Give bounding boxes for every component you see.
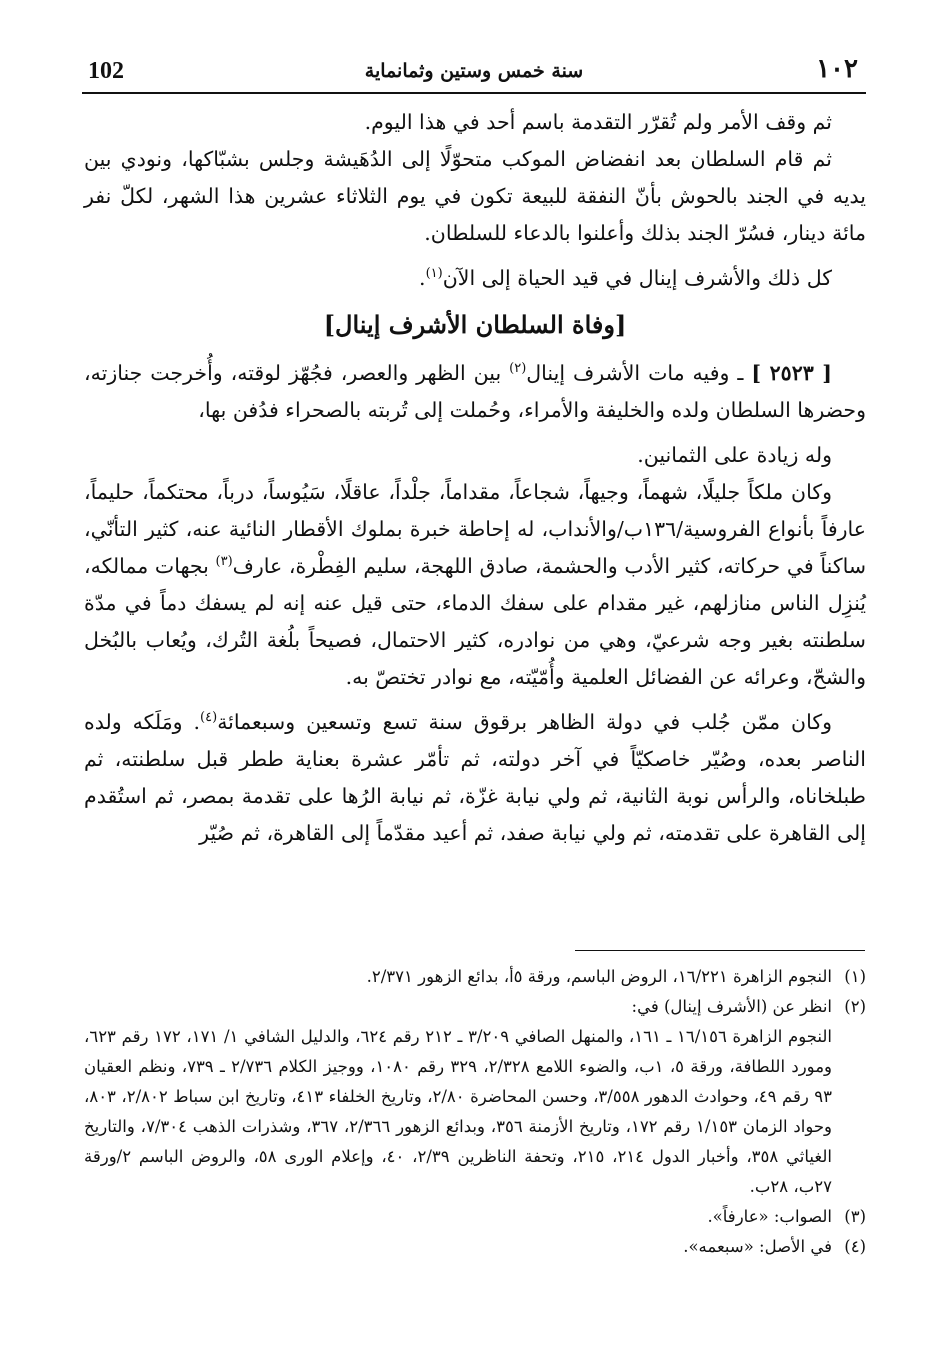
footnotes (84, 962, 866, 1262)
footnote-1 (84, 962, 866, 992)
paragraph-7-text-a: وكان ممّن جُلب في دولة الظاهر برقوق سنة تسع وتسعين وسبعمائة (217, 710, 832, 734)
footnote-2-sources (84, 1022, 866, 1202)
paragraph-7 (84, 704, 866, 852)
footnote-ref-4: (٤) (200, 710, 218, 726)
footnote-ref-1: (١) (425, 266, 443, 282)
footnote-text: النجوم الزاهرة ١٦/٢٢١، الروض الباسم، ورقة ٥أ، بدائع الزهور ٢/٣٧١. (366, 967, 832, 986)
footnote-mark: (٢) (844, 997, 866, 1016)
section-heading: [وفاة السلطان الأشرف إينال] (323, 310, 627, 339)
footnote-text: الصواب: «عارفاً». (707, 1207, 832, 1226)
main-text (84, 104, 866, 852)
footnote-text: انظر عن (الأشرف إينال) في: (631, 997, 832, 1016)
paragraph-2: ثم قام السلطان بعد انفضاض الموكب متحوّلًا إلى الدُهَيشة وجلس بشبّاكها، ونودي بين يديه في الجند بالحوش بأنّ النفقة للبيعة تكون في يوم الثلاثاء عشرين هذا الشهر، لكلّ نفر مائة دينار، فسُرّ الجند بذلك وأعلنوا بالدعاء للسلطان. (84, 147, 866, 245)
footnote-divider (575, 950, 865, 951)
page-header (82, 52, 866, 94)
footnote-ref-2: (٢) (509, 361, 527, 377)
running-title: سنة خمس وستين وثمانماية (364, 60, 584, 82)
entry-number: [ ٢٥٢٣ ] (751, 361, 833, 385)
footnote-4 (84, 1232, 866, 1262)
paragraph-4-text-b: بين الظهر والعصر، فجُهّز لوقته، وأُخرجت جنازته، وحضرها السلطان ولده والخليفة والأمراء، وحُملت إلى تُربته بالصحراء فدُفن بها، (84, 361, 866, 422)
paragraph-3-end: . (419, 266, 426, 290)
footnote-2 (84, 992, 866, 1022)
footnote-mark: (٤) (844, 1237, 866, 1256)
paragraph-3-text: كل ذلك والأشرف إينال في قيد الحياة إلى الآن (442, 266, 832, 290)
paragraph-1: ثم وقف الأمر ولم تُقرّر التقدمة باسم أحد في هذا اليوم. (364, 110, 832, 134)
page-number-latin: 102 (88, 58, 124, 84)
footnote-text: في الأصل: «سبعمه». (683, 1237, 832, 1256)
paragraph-5: وله زيادة على الثمانين. (637, 443, 832, 467)
paragraph-6 (84, 474, 866, 696)
footnote-3 (84, 1202, 866, 1232)
paragraph-6-text-a: وكان ملكاً جليلًا، شهماً، وجيهاً، شجاعاً، مقداماً، جلْداً، عاقلًا، سَيُوساً، درباً، محتكماً، حليماً، عارفاً بأنواع الفروسية/١٣٦ب/والأنداب، له إحاطة خبرة بملوك الأقطار النائية عنه، كثير التأنّي، ساكناً في حركاته، كثير الأدب والحشمة، صادق اللهجة، سليم الفِطْرة، عارف (84, 480, 867, 578)
page-number-arabic: ١٠٢ (816, 54, 858, 84)
paragraph-4-text-a: ـ وفيه مات الأشرف إينال (526, 361, 752, 385)
footnote-text: النجوم الزاهرة ١٦/١٥٦ ـ ١٦١، والمنهل الصافي ٣/٢٠٩ ـ ٢١٢ رقم ٦٢٤، والدليل الشافي ١/ ١٧١، ١٧٢ رقم ٦٢٣، ومورد اللطافة، ورقة ٥، ١ب، والضوء اللامع ٢/٣٢٨، ٣٢٩ رقم ١٠٨٠، ووجيز الكلام ٢/٧٣٦ ـ ٧٣٩، ونظم العقيان ٩٣ رقم ٤٩، وحوادث الدهور ٣/٥٥٨، وحسن المحاضرة ٢/٨٠، وتاريخ الخلفاء ٤١٣، وتاريخ ابن سباط ٢/٨٠٢، ٨٠٣، وحواد الزمان ١/١٥٣ رقم ١٧٢، وتاريخ الأزمنة ٣٥٦، وبدائع الزهور ٢/٣٦٦، ٣٦٧، وشذرات الذهب ٧/٣٠٤، والتاريخ الغياثي ٣٥٨، وأخبار الدول ٢١٤، ٢١٥، وتحفة الناظرين ٢/٣٩، ٤٠، وإعلام الورى ٥٨، والروض الباسم ٢/ورقة ٢٧ب، ٢٨ب. (84, 1027, 833, 1196)
paragraph-4 (84, 355, 866, 429)
footnote-ref-3: (٣) (215, 554, 233, 570)
paragraph-3 (84, 260, 866, 297)
footnote-mark: (١) (844, 967, 866, 986)
paragraph-7-text-b: . ومَلَكه ولده الناصر بعده، وصُيّر خاصكيّاً في آخر دولته، ثم تأمّر عشرة بعناية ططر قبل سلطنته، ثم طبلخاناه، والرأس نوبة الثانية، ثم ولي نيابة غزّة، ثم نيابة الرُها على تقدمة بمصر، ثم استُقدم إلى القاهرة على تقدمته، ثم ولي نيابة صفد، ثم أعيد مقدّماً إلى القاهرة، ثم صُيّر (84, 710, 866, 845)
footnote-mark: (٣) (844, 1207, 866, 1226)
footnote-mark (832, 1022, 866, 1202)
paragraph-6-text-b: بجهات ممالكه، يُنزِل الناس منازلهم، غير مقدام على سفك الدماء، حتى قيل عنه إنه لم يسفك دماً في مدّة سلطنته بغير وجه شرعيّ، وهي من نوادره، كثير الاحتمال، فصيحاً بلُغة التُرك، ويُعاب بالبُخل والشحّ، وعرائه عن الفضائل العلمية وأُمّيّته، مع نوادر تختصّ به. (84, 554, 866, 689)
